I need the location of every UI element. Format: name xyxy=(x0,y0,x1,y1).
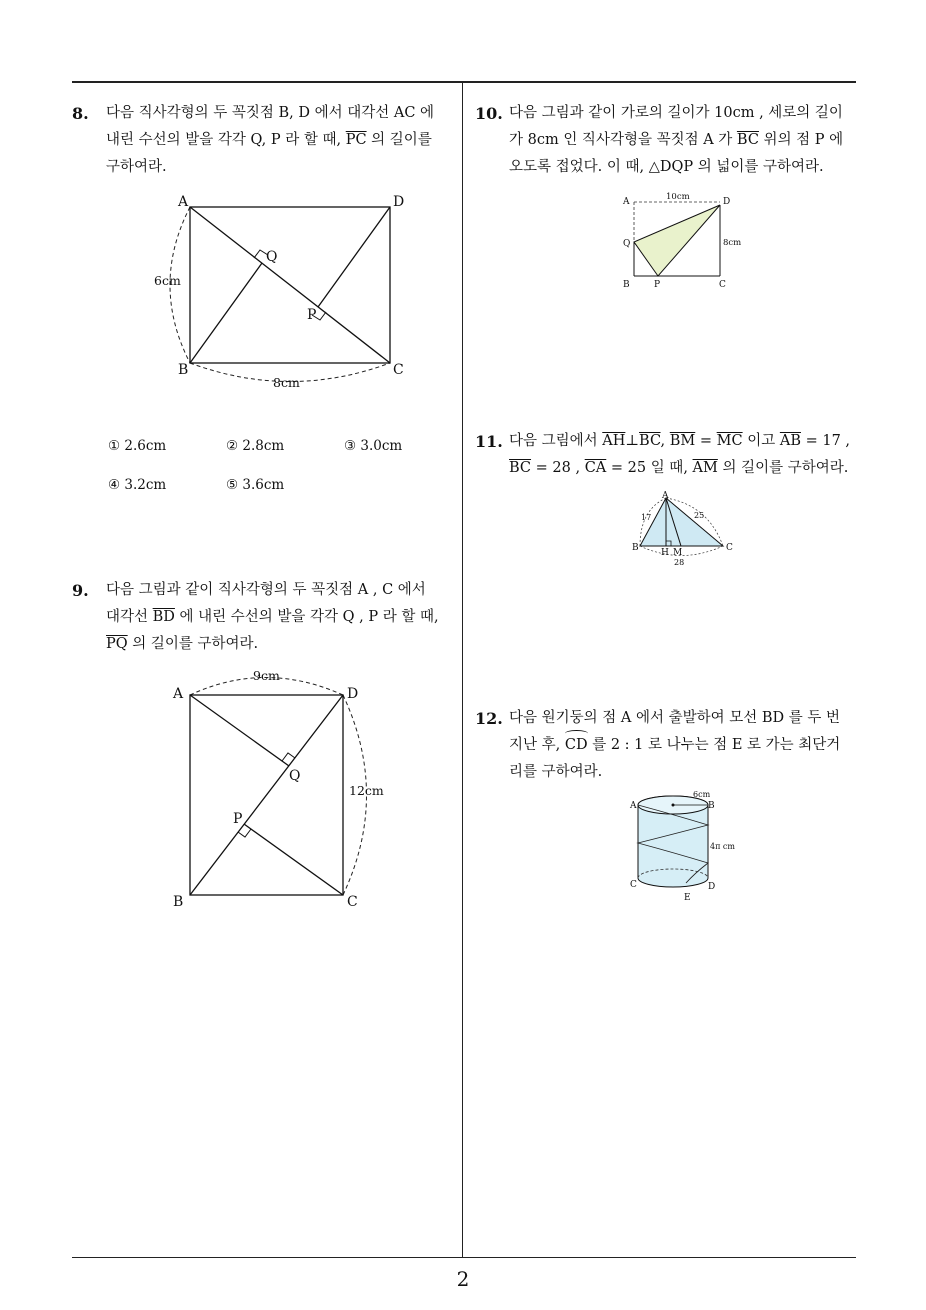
column-divider xyxy=(462,83,463,1258)
label-b: B xyxy=(173,894,184,910)
problem-text: 다음 그림과 같이 직사각형의 두 꼭짓점 A , C 에서 대각선 $\overline{BD}$ 에 내린 수선의 발을 각각 Q , P 라 할 때, $\overline{PQ}$ 의 길이를 구하여라. xyxy=(106,582,439,652)
label-d: D xyxy=(347,686,359,702)
label-c: C xyxy=(347,894,358,910)
label-width: 9cm xyxy=(253,668,280,683)
label-h: H xyxy=(661,548,669,558)
label-c: C xyxy=(393,362,404,378)
label-c: C xyxy=(719,280,726,290)
label-a: A xyxy=(178,194,189,210)
label-q: Q xyxy=(266,249,278,265)
label-width: 8cm xyxy=(273,375,300,390)
label-b: B xyxy=(623,280,630,290)
label-d: D xyxy=(723,197,731,207)
label-a: A xyxy=(630,801,637,811)
label-height: 8cm xyxy=(723,238,742,248)
problem-number: 9. xyxy=(72,581,89,600)
label-b: B xyxy=(632,543,639,553)
label-a: A xyxy=(173,686,184,702)
label-d: D xyxy=(708,882,716,892)
label-height: 4π cm xyxy=(710,842,735,851)
label-a: A xyxy=(623,197,630,207)
problem-number: 12. xyxy=(475,709,503,728)
label-b: B xyxy=(708,801,715,811)
label-b: B xyxy=(178,362,189,378)
label-a: A xyxy=(662,491,669,501)
label-m: M xyxy=(673,548,683,558)
choice-5[interactable]: ⑤ 3.6cm xyxy=(226,477,285,493)
label-p: P xyxy=(233,811,243,827)
label-ca: 25 xyxy=(694,511,705,520)
top-rule xyxy=(72,81,856,83)
problem-text: 다음 직사각형의 두 꼭짓점 B, D 에서 대각선 AC 에 내린 수선의 발을 각각 Q, P 라 할 때, $\overline{PC}$ 의 길이를 구하여라. xyxy=(106,105,435,175)
label-e: E xyxy=(684,893,691,903)
problem-number: 11. xyxy=(475,432,503,451)
problem-number: 8. xyxy=(72,104,89,123)
label-height: 6cm xyxy=(154,273,181,288)
label-c: C xyxy=(726,543,733,553)
choice-1[interactable]: ① 2.6cm xyxy=(108,438,167,454)
figure-10-folded-rectangle xyxy=(618,188,758,293)
label-bc: 28 xyxy=(674,558,685,567)
bottom-rule xyxy=(72,1257,856,1258)
problem-number: 10. xyxy=(475,104,503,123)
choice-2[interactable]: ② 2.8cm xyxy=(226,438,285,454)
figure-9-rectangle xyxy=(165,665,425,915)
page-number: 2 xyxy=(456,1267,470,1291)
choice-4[interactable]: ④ 3.2cm xyxy=(108,477,167,493)
label-height: 12cm xyxy=(349,783,384,798)
problem-text: 다음 원기둥의 점 A 에서 출발하여 모선 BD 를 두 번 지난 후, CD 를 2 : 1 로 나누는 점 E 로 가는 최단거 리를 구하여라. xyxy=(509,710,841,780)
label-q: Q xyxy=(623,239,631,249)
label-c: C xyxy=(630,880,637,890)
problem-text: 다음 그림에서 $\overline{AH}\perp\overline{BC}$, $\overline{BM} = \overline{MC}$ 이고 $\overline{AB} = 17$ , $\overline{BC} = 28$ , $\overline{CA} = 25$ 일 때, $\overline{AM}$ 의 길이를 구하여라. xyxy=(509,433,851,476)
choice-3[interactable]: ③ 3.0cm xyxy=(344,438,403,454)
problem-text: 다음 그림과 같이 가로의 길이가 10cm , 세로의 길이 가 8cm 인 직사각형을 꼭짓점 A 가 $\overline{BC}$ 위의 점 P 에 오도록 접었다. 이 때, △DQP 의 넓이를 구하여라. xyxy=(509,105,844,175)
figure-8-rectangle xyxy=(140,185,430,395)
label-radius: 6cm xyxy=(693,790,711,799)
label-q: Q xyxy=(289,768,301,784)
label-d: D xyxy=(393,194,405,210)
label-width: 10cm xyxy=(666,192,690,202)
label-p: P xyxy=(654,280,661,290)
label-ab: 17 xyxy=(641,513,652,522)
answer-choices xyxy=(108,438,448,498)
label-p: P xyxy=(307,307,317,323)
figure-12-cylinder xyxy=(620,785,750,905)
figure-11-triangle xyxy=(628,490,743,570)
